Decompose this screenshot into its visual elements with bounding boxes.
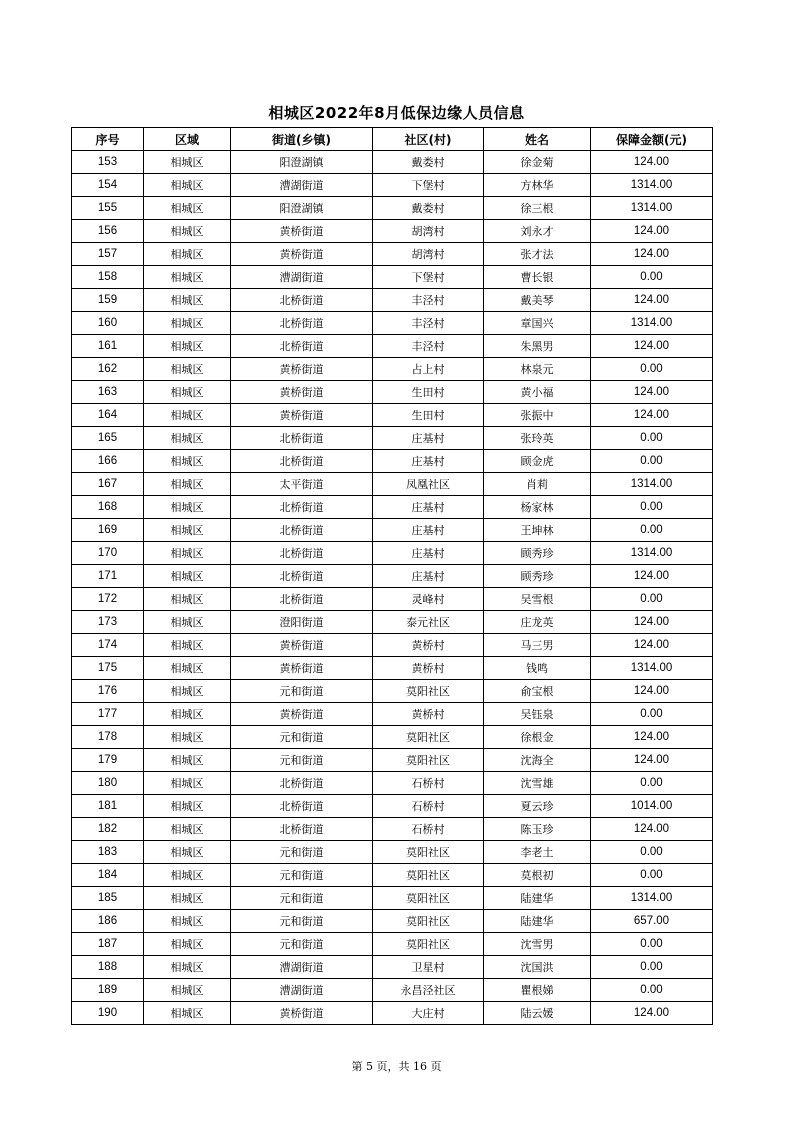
cell-community: 戴娄村 [373, 151, 484, 174]
cell-amount: 0.00 [591, 979, 713, 1002]
cell-street: 漕湖街道 [231, 979, 373, 1002]
cell-community: 庄基村 [373, 542, 484, 565]
cell-name: 张振中 [484, 404, 591, 427]
cell-region: 相城区 [144, 220, 231, 243]
column-header-region: 区域 [144, 128, 231, 151]
table-header-row [72, 128, 713, 151]
cell-index: 176 [72, 680, 144, 703]
cell-community: 凤凰社区 [373, 473, 484, 496]
cell-index: 161 [72, 335, 144, 358]
cell-name: 章国兴 [484, 312, 591, 335]
cell-amount: 124.00 [591, 243, 713, 266]
table-row [72, 864, 713, 887]
cell-region: 相城区 [144, 979, 231, 1002]
cell-index: 190 [72, 1002, 144, 1025]
cell-region: 相城区 [144, 726, 231, 749]
cell-community: 永昌泾社区 [373, 979, 484, 1002]
cell-name: 徐根金 [484, 726, 591, 749]
cell-index: 157 [72, 243, 144, 266]
cell-index: 174 [72, 634, 144, 657]
cell-region: 相城区 [144, 657, 231, 680]
cell-amount: 0.00 [591, 519, 713, 542]
cell-region: 相城区 [144, 197, 231, 220]
cell-street: 黄桥街道 [231, 634, 373, 657]
cell-region: 相城区 [144, 312, 231, 335]
cell-street: 元和街道 [231, 933, 373, 956]
cell-index: 189 [72, 979, 144, 1002]
table-body [72, 151, 713, 1025]
table-row [72, 680, 713, 703]
cell-street: 漕湖街道 [231, 174, 373, 197]
cell-region: 相城区 [144, 151, 231, 174]
cell-street: 北桥街道 [231, 588, 373, 611]
cell-amount: 0.00 [591, 841, 713, 864]
cell-index: 160 [72, 312, 144, 335]
cell-index: 181 [72, 795, 144, 818]
cell-name: 肖莉 [484, 473, 591, 496]
cell-region: 相城区 [144, 887, 231, 910]
cell-amount: 124.00 [591, 726, 713, 749]
cell-name: 吴雪根 [484, 588, 591, 611]
cell-region: 相城区 [144, 588, 231, 611]
table-row [72, 910, 713, 933]
table-row [72, 450, 713, 473]
cell-street: 黄桥街道 [231, 358, 373, 381]
cell-community: 庄基村 [373, 450, 484, 473]
cell-street: 元和街道 [231, 864, 373, 887]
cell-street: 元和街道 [231, 887, 373, 910]
cell-region: 相城区 [144, 289, 231, 312]
cell-index: 158 [72, 266, 144, 289]
table-row [72, 542, 713, 565]
cell-community: 生田村 [373, 381, 484, 404]
cell-amount: 657.00 [591, 910, 713, 933]
cell-name: 陆建华 [484, 887, 591, 910]
table-row [72, 611, 713, 634]
cell-index: 156 [72, 220, 144, 243]
table-row [72, 427, 713, 450]
cell-index: 188 [72, 956, 144, 979]
cell-community: 黄桥村 [373, 703, 484, 726]
cell-region: 相城区 [144, 358, 231, 381]
cell-region: 相城区 [144, 404, 231, 427]
cell-amount: 0.00 [591, 703, 713, 726]
cell-community: 莫阳社区 [373, 680, 484, 703]
cell-amount: 1314.00 [591, 542, 713, 565]
cell-amount: 0.00 [591, 772, 713, 795]
cell-region: 相城区 [144, 933, 231, 956]
cell-community: 莫阳社区 [373, 726, 484, 749]
cell-index: 179 [72, 749, 144, 772]
cell-street: 澄阳街道 [231, 611, 373, 634]
cell-street: 北桥街道 [231, 772, 373, 795]
cell-street: 黄桥街道 [231, 703, 373, 726]
cell-community: 庄基村 [373, 496, 484, 519]
cell-amount: 0.00 [591, 358, 713, 381]
cell-region: 相城区 [144, 795, 231, 818]
cell-name: 夏云珍 [484, 795, 591, 818]
cell-amount: 0.00 [591, 933, 713, 956]
table-row [72, 749, 713, 772]
cell-region: 相城区 [144, 841, 231, 864]
cell-amount: 0.00 [591, 864, 713, 887]
cell-amount: 124.00 [591, 634, 713, 657]
cell-community: 莫阳社区 [373, 841, 484, 864]
column-header-amount: 保障金额(元) [591, 128, 713, 151]
cell-community: 石桥村 [373, 795, 484, 818]
cell-region: 相城区 [144, 818, 231, 841]
cell-index: 180 [72, 772, 144, 795]
cell-amount: 124.00 [591, 151, 713, 174]
cell-name: 顾金虎 [484, 450, 591, 473]
table-row [72, 151, 713, 174]
cell-street: 黄桥街道 [231, 1002, 373, 1025]
cell-index: 163 [72, 381, 144, 404]
cell-street: 元和街道 [231, 680, 373, 703]
cell-community: 黄桥村 [373, 634, 484, 657]
cell-community: 丰泾村 [373, 312, 484, 335]
cell-name: 戴美琴 [484, 289, 591, 312]
cell-name: 陆云媛 [484, 1002, 591, 1025]
cell-community: 生田村 [373, 404, 484, 427]
cell-region: 相城区 [144, 335, 231, 358]
table-row [72, 588, 713, 611]
cell-community: 戴娄村 [373, 197, 484, 220]
cell-region: 相城区 [144, 634, 231, 657]
cell-street: 北桥街道 [231, 289, 373, 312]
table-row [72, 657, 713, 680]
table-row [72, 841, 713, 864]
table-row [72, 174, 713, 197]
cell-community: 大庄村 [373, 1002, 484, 1025]
cell-region: 相城区 [144, 519, 231, 542]
cell-community: 庄基村 [373, 519, 484, 542]
cell-name: 王坤林 [484, 519, 591, 542]
cell-street: 元和街道 [231, 726, 373, 749]
table-row [72, 243, 713, 266]
cell-street: 黄桥街道 [231, 243, 373, 266]
table-row [72, 933, 713, 956]
cell-community: 下堡村 [373, 174, 484, 197]
cell-name: 张才法 [484, 243, 591, 266]
table-row [72, 496, 713, 519]
cell-community: 黄桥村 [373, 657, 484, 680]
cell-name: 沈海全 [484, 749, 591, 772]
table-row [72, 703, 713, 726]
cell-amount: 0.00 [591, 496, 713, 519]
cell-name: 徐三根 [484, 197, 591, 220]
cell-name: 钱鸣 [484, 657, 591, 680]
cell-region: 相城区 [144, 473, 231, 496]
cell-street: 北桥街道 [231, 795, 373, 818]
cell-index: 177 [72, 703, 144, 726]
cell-street: 黄桥街道 [231, 381, 373, 404]
cell-region: 相城区 [144, 1002, 231, 1025]
cell-name: 沈国洪 [484, 956, 591, 979]
cell-region: 相城区 [144, 749, 231, 772]
cell-amount: 124.00 [591, 680, 713, 703]
cell-amount: 124.00 [591, 818, 713, 841]
page-title: 相城区2022年8月低保边缘人员信息 [268, 104, 525, 122]
cell-street: 北桥街道 [231, 450, 373, 473]
cell-community: 莫阳社区 [373, 887, 484, 910]
cell-index: 171 [72, 565, 144, 588]
cell-amount: 0.00 [591, 588, 713, 611]
cell-name: 张玲英 [484, 427, 591, 450]
cell-region: 相城区 [144, 864, 231, 887]
table-row [72, 381, 713, 404]
data-table [71, 127, 713, 1025]
cell-name: 沈雪雄 [484, 772, 591, 795]
cell-community: 泰元社区 [373, 611, 484, 634]
cell-street: 北桥街道 [231, 496, 373, 519]
cell-index: 170 [72, 542, 144, 565]
cell-index: 187 [72, 933, 144, 956]
page-footer: 第 5 页，共 16 页 [351, 1060, 442, 1073]
table-row [72, 266, 713, 289]
cell-amount: 0.00 [591, 450, 713, 473]
cell-region: 相城区 [144, 680, 231, 703]
cell-index: 184 [72, 864, 144, 887]
cell-street: 北桥街道 [231, 312, 373, 335]
cell-name: 俞宝根 [484, 680, 591, 703]
table-row [72, 772, 713, 795]
cell-name: 杨家林 [484, 496, 591, 519]
cell-name: 庄龙英 [484, 611, 591, 634]
cell-community: 庄基村 [373, 427, 484, 450]
cell-name: 林泉元 [484, 358, 591, 381]
cell-index: 186 [72, 910, 144, 933]
cell-name: 莫根初 [484, 864, 591, 887]
column-header-community: 社区(村) [373, 128, 484, 151]
cell-index: 154 [72, 174, 144, 197]
cell-index: 155 [72, 197, 144, 220]
cell-amount: 124.00 [591, 381, 713, 404]
table-row [72, 1002, 713, 1025]
cell-index: 173 [72, 611, 144, 634]
cell-index: 178 [72, 726, 144, 749]
cell-amount: 124.00 [591, 565, 713, 588]
cell-amount: 0.00 [591, 427, 713, 450]
cell-name: 曹长银 [484, 266, 591, 289]
cell-street: 黄桥街道 [231, 657, 373, 680]
cell-amount: 0.00 [591, 266, 713, 289]
cell-name: 黄小福 [484, 381, 591, 404]
cell-amount: 1314.00 [591, 174, 713, 197]
cell-index: 164 [72, 404, 144, 427]
table-row [72, 335, 713, 358]
table-row [72, 887, 713, 910]
cell-community: 庄基村 [373, 565, 484, 588]
cell-region: 相城区 [144, 243, 231, 266]
cell-community: 丰泾村 [373, 335, 484, 358]
cell-community: 卫星村 [373, 956, 484, 979]
cell-name: 顾秀珍 [484, 542, 591, 565]
cell-index: 185 [72, 887, 144, 910]
table-row [72, 726, 713, 749]
cell-region: 相城区 [144, 956, 231, 979]
cell-name: 刘永才 [484, 220, 591, 243]
cell-region: 相城区 [144, 542, 231, 565]
cell-street: 北桥街道 [231, 542, 373, 565]
cell-amount: 1014.00 [591, 795, 713, 818]
cell-amount: 124.00 [591, 220, 713, 243]
cell-street: 元和街道 [231, 841, 373, 864]
table-row [72, 519, 713, 542]
table-row [72, 818, 713, 841]
cell-community: 占上村 [373, 358, 484, 381]
column-header-street: 街道(乡镇) [231, 128, 373, 151]
cell-index: 182 [72, 818, 144, 841]
cell-index: 168 [72, 496, 144, 519]
cell-name: 陈玉珍 [484, 818, 591, 841]
cell-amount: 124.00 [591, 611, 713, 634]
cell-community: 石桥村 [373, 818, 484, 841]
table-row [72, 358, 713, 381]
cell-community: 丰泾村 [373, 289, 484, 312]
cell-region: 相城区 [144, 611, 231, 634]
cell-amount: 1314.00 [591, 197, 713, 220]
cell-community: 胡湾村 [373, 220, 484, 243]
cell-name: 陆建华 [484, 910, 591, 933]
cell-index: 183 [72, 841, 144, 864]
table-row [72, 312, 713, 335]
cell-amount: 124.00 [591, 1002, 713, 1025]
cell-amount: 1314.00 [591, 312, 713, 335]
cell-name: 顾秀珍 [484, 565, 591, 588]
cell-name: 方林华 [484, 174, 591, 197]
table-row [72, 565, 713, 588]
cell-community: 灵峰村 [373, 588, 484, 611]
cell-name: 吴钰泉 [484, 703, 591, 726]
table-row [72, 289, 713, 312]
cell-amount: 1314.00 [591, 887, 713, 910]
column-header-index: 序号 [72, 128, 144, 151]
table-row [72, 956, 713, 979]
cell-amount: 1314.00 [591, 657, 713, 680]
cell-street: 黄桥街道 [231, 404, 373, 427]
cell-region: 相城区 [144, 565, 231, 588]
cell-community: 石桥村 [373, 772, 484, 795]
cell-street: 北桥街道 [231, 519, 373, 542]
cell-community: 下堡村 [373, 266, 484, 289]
cell-amount: 1314.00 [591, 473, 713, 496]
cell-amount: 0.00 [591, 956, 713, 979]
table-row [72, 634, 713, 657]
cell-street: 元和街道 [231, 749, 373, 772]
cell-name: 马三男 [484, 634, 591, 657]
table-row [72, 473, 713, 496]
table-row [72, 404, 713, 427]
cell-amount: 124.00 [591, 749, 713, 772]
cell-community: 莫阳社区 [373, 864, 484, 887]
cell-region: 相城区 [144, 910, 231, 933]
table-row [72, 220, 713, 243]
table-row [72, 979, 713, 1002]
cell-amount: 124.00 [591, 404, 713, 427]
cell-street: 黄桥街道 [231, 220, 373, 243]
cell-region: 相城区 [144, 427, 231, 450]
cell-index: 153 [72, 151, 144, 174]
cell-index: 169 [72, 519, 144, 542]
cell-region: 相城区 [144, 174, 231, 197]
cell-street: 阳澄湖镇 [231, 197, 373, 220]
cell-community: 莫阳社区 [373, 749, 484, 772]
cell-street: 太平街道 [231, 473, 373, 496]
table-row [72, 197, 713, 220]
cell-index: 167 [72, 473, 144, 496]
cell-amount: 124.00 [591, 289, 713, 312]
cell-region: 相城区 [144, 496, 231, 519]
cell-region: 相城区 [144, 450, 231, 473]
cell-name: 徐金菊 [484, 151, 591, 174]
cell-street: 漕湖街道 [231, 956, 373, 979]
cell-region: 相城区 [144, 381, 231, 404]
cell-street: 元和街道 [231, 910, 373, 933]
cell-community: 莫阳社区 [373, 933, 484, 956]
cell-region: 相城区 [144, 772, 231, 795]
cell-index: 162 [72, 358, 144, 381]
cell-index: 166 [72, 450, 144, 473]
cell-region: 相城区 [144, 703, 231, 726]
cell-name: 沈雪男 [484, 933, 591, 956]
cell-street: 漕湖街道 [231, 266, 373, 289]
cell-street: 北桥街道 [231, 335, 373, 358]
cell-index: 175 [72, 657, 144, 680]
cell-community: 胡湾村 [373, 243, 484, 266]
cell-street: 北桥街道 [231, 818, 373, 841]
cell-name: 瞿根娣 [484, 979, 591, 1002]
cell-name: 朱黑男 [484, 335, 591, 358]
cell-street: 阳澄湖镇 [231, 151, 373, 174]
cell-name: 李老土 [484, 841, 591, 864]
cell-region: 相城区 [144, 266, 231, 289]
cell-street: 北桥街道 [231, 565, 373, 588]
cell-index: 172 [72, 588, 144, 611]
cell-amount: 124.00 [591, 335, 713, 358]
table-row [72, 795, 713, 818]
column-header-name: 姓名 [484, 128, 591, 151]
cell-index: 165 [72, 427, 144, 450]
cell-street: 北桥街道 [231, 427, 373, 450]
cell-index: 159 [72, 289, 144, 312]
cell-community: 莫阳社区 [373, 910, 484, 933]
